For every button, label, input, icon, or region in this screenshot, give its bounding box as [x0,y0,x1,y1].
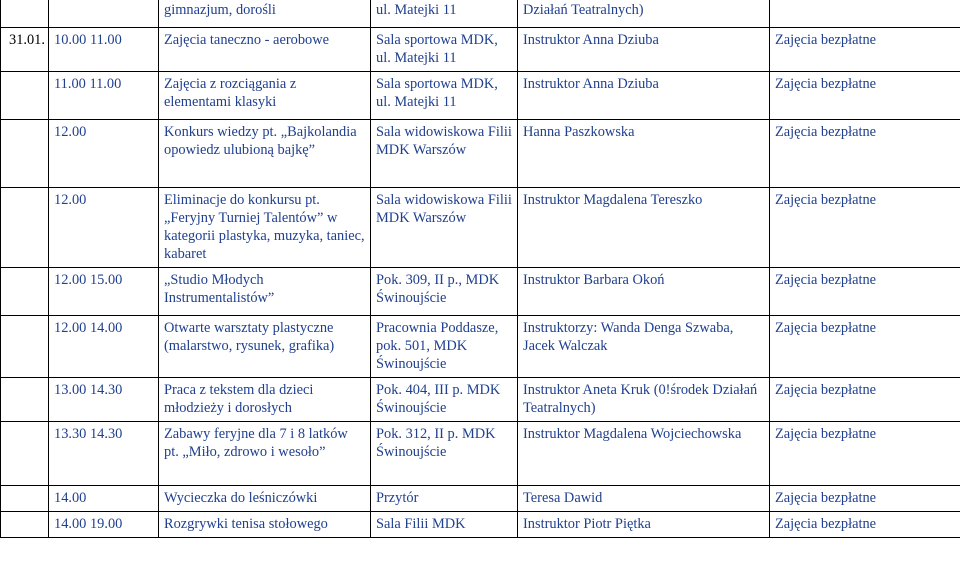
event-cell: gimnazjum, dorośli [159,0,371,28]
instructor-cell: Hanna Paszkowska [518,120,770,188]
price-cell: Zajęcia bezpłatne [770,268,960,316]
table-row [1,378,960,422]
place-cell: Pok. 404, III p. MDK Świnoujście [371,378,518,422]
instructor-cell: Działań Teatralnych) [518,0,770,28]
price-cell: Zajęcia bezpłatne [770,72,960,120]
event-cell: Wycieczka do leśniczówki [159,486,371,512]
date-cell [1,378,49,422]
date-cell [1,486,49,512]
instructor-cell: Instruktor Barbara Okoń [518,268,770,316]
price-cell: Zajęcia bezpłatne [770,120,960,188]
date-cell [1,422,49,486]
instructor-cell: Instruktor Anna Dziuba [518,28,770,72]
instructor-cell: Instruktorzy: Wanda Denga Szwaba, Jacek Walczak [518,316,770,378]
event-cell: Praca z tekstem dla dzieci młodzieży i dorosłych [159,378,371,422]
time-cell: 12.00 15.00 [49,268,159,316]
place-cell: Pracownia Poddasze, pok. 501, MDK Świnoujście [371,316,518,378]
event-cell: Konkurs wiedzy pt. „Bajkolandia opowiedz ulubioną bajkę” [159,120,371,188]
table-row [1,28,960,72]
table-row [1,188,960,268]
place-cell: Pok. 312, II p. MDK Świnoujście [371,422,518,486]
event-cell: „Studio Młodych Instrumentalistów” [159,268,371,316]
date-cell [1,188,49,268]
table-row [1,512,960,538]
date-cell [1,512,49,538]
instructor-cell: Instruktor Piotr Piętka [518,512,770,538]
date-cell [1,120,49,188]
table-row [1,316,960,378]
price-cell: Zajęcia bezpłatne [770,28,960,72]
place-cell: Sala sportowa MDK, ul. Matejki 11 [371,28,518,72]
place-cell: Sala widowiskowa Filii MDK Warszów [371,188,518,268]
table-row [1,120,960,188]
place-cell: ul. Matejki 11 [371,0,518,28]
event-cell: Zajęcia z rozciągania z elementami klasyki [159,72,371,120]
place-cell: Sala Filii MDK [371,512,518,538]
price-cell: Zajęcia bezpłatne [770,316,960,378]
date-cell [1,316,49,378]
time-cell: 10.00 11.00 [49,28,159,72]
price-cell: Zajęcia bezpłatne [770,422,960,486]
place-cell: Sala widowiskowa Filii MDK Warszów [371,120,518,188]
instructor-cell: Instruktor Anna Dziuba [518,72,770,120]
place-cell: Przytór [371,486,518,512]
time-cell [49,0,159,28]
date-cell [1,0,49,28]
time-cell: 12.00 [49,188,159,268]
time-cell: 12.00 14.00 [49,316,159,378]
event-cell: Zabawy feryjne dla 7 i 8 latków pt. „Miło, zdrowo i wesoło” [159,422,371,486]
table-row [1,268,960,316]
time-cell: 11.00 11.00 [49,72,159,120]
table-row [1,0,960,28]
date-cell [1,268,49,316]
schedule-body [1,0,960,538]
time-cell: 13.00 14.30 [49,378,159,422]
event-cell: Zajęcia taneczno - aerobowe [159,28,371,72]
time-cell: 14.00 19.00 [49,512,159,538]
date-cell [1,72,49,120]
table-row [1,422,960,486]
place-cell: Sala sportowa MDK, ul. Matejki 11 [371,72,518,120]
price-cell [770,0,960,28]
price-cell: Zajęcia bezpłatne [770,378,960,422]
event-cell: Otwarte warsztaty plastyczne (malarstwo, rysunek, grafika) [159,316,371,378]
instructor-cell: Instruktor Magdalena Wojciechowska [518,422,770,486]
price-cell: Zajęcia bezpłatne [770,512,960,538]
time-cell: 12.00 [49,120,159,188]
event-cell: Rozgrywki tenisa stołowego [159,512,371,538]
instructor-cell: Instruktor Aneta Kruk (0!środek Działań Teatralnych) [518,378,770,422]
time-cell: 13.30 14.30 [49,422,159,486]
instructor-cell: Teresa Dawid [518,486,770,512]
place-cell: Pok. 309, II p., MDK Świnoujście [371,268,518,316]
price-cell: Zajęcia bezpłatne [770,486,960,512]
date-cell: 31.01. [1,28,49,72]
table-row [1,486,960,512]
instructor-cell: Instruktor Magdalena Tereszko [518,188,770,268]
event-cell: Eliminacje do konkursu pt. „Feryjny Turniej Talentów” w kategorii plastyka, muzyka, taniec, kabaret [159,188,371,268]
time-cell: 14.00 [49,486,159,512]
table-row [1,72,960,120]
price-cell: Zajęcia bezpłatne [770,188,960,268]
